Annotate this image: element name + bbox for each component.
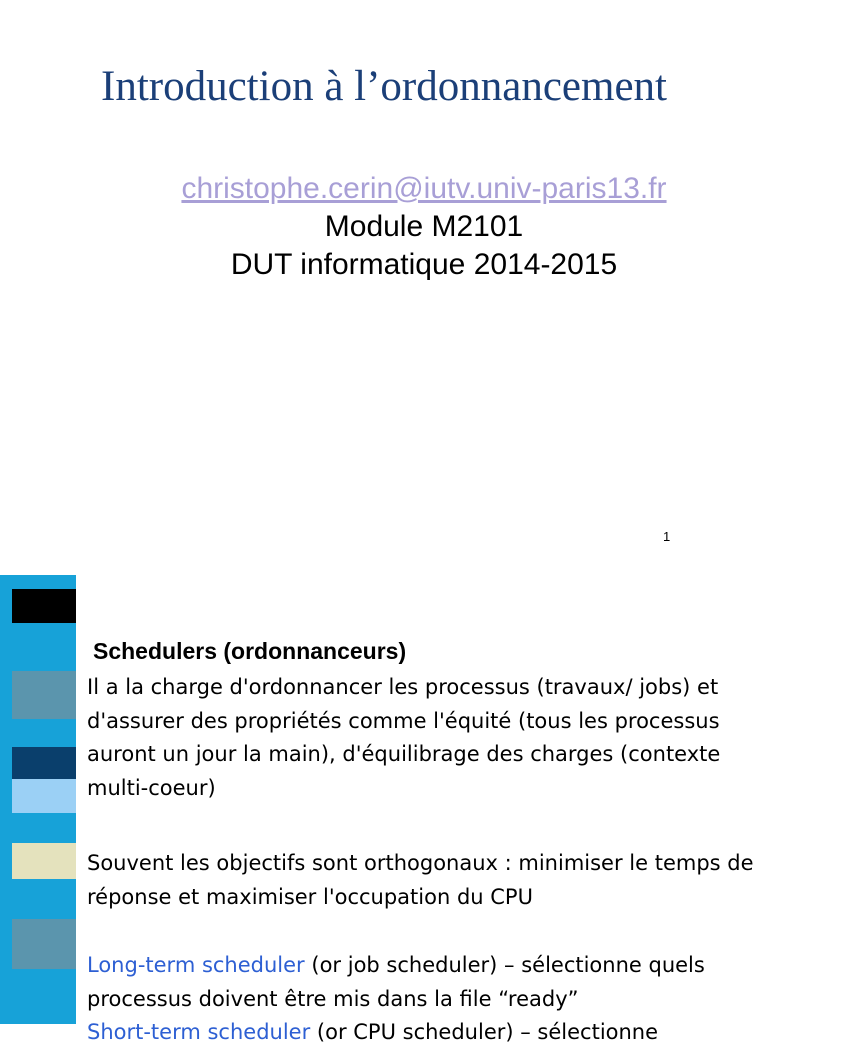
- stripe-band: [12, 779, 76, 813]
- paragraph-objectives: Souvent les objectifs sont orthogonaux : minimiser le temps de réponse et maximiser l'occupation du CPU: [87, 851, 754, 909]
- paragraph-scheduler-role: Il a la charge d'ordonnancer les processus (travaux/ jobs) et d'assurer des propriétés comme l'équité (tous les processus auront un jour la main), d'équilibrage des charges (contexte multi-coeur): [87, 675, 721, 800]
- paragraph-scheduler-types: [87, 949, 757, 1050]
- slide-title: Introduction à l’ordonnancement: [101, 63, 667, 110]
- long-term-scheduler-desc: (or job scheduler) – sélectionne quels processus doivent être mis dans la file “ready”: [87, 953, 705, 1011]
- slide-2: [0, 575, 768, 1044]
- long-term-scheduler-term: Long-term scheduler: [87, 953, 305, 977]
- page-number: 1: [663, 529, 671, 544]
- stripe-band: [12, 747, 76, 779]
- decorative-stripe: [0, 575, 76, 1024]
- stripe-band: [12, 919, 76, 969]
- stripe-band: [12, 843, 76, 879]
- author-block: [0, 170, 848, 284]
- slide-1: [0, 0, 768, 575]
- stripe-band: [12, 589, 76, 623]
- email-link[interactable]: christophe.cerin@iutv.univ-paris13.fr: [181, 172, 667, 205]
- short-term-scheduler-desc: (or CPU scheduler) – sélectionne: [310, 1020, 659, 1044]
- module-label: Module M2101: [324, 210, 524, 243]
- course-label: DUT informatique 2014-2015: [230, 248, 618, 281]
- stripe-band: [12, 671, 76, 719]
- short-term-scheduler-term: Short-term scheduler: [87, 1020, 311, 1044]
- slide-heading: Schedulers (ordonnanceurs): [93, 638, 407, 664]
